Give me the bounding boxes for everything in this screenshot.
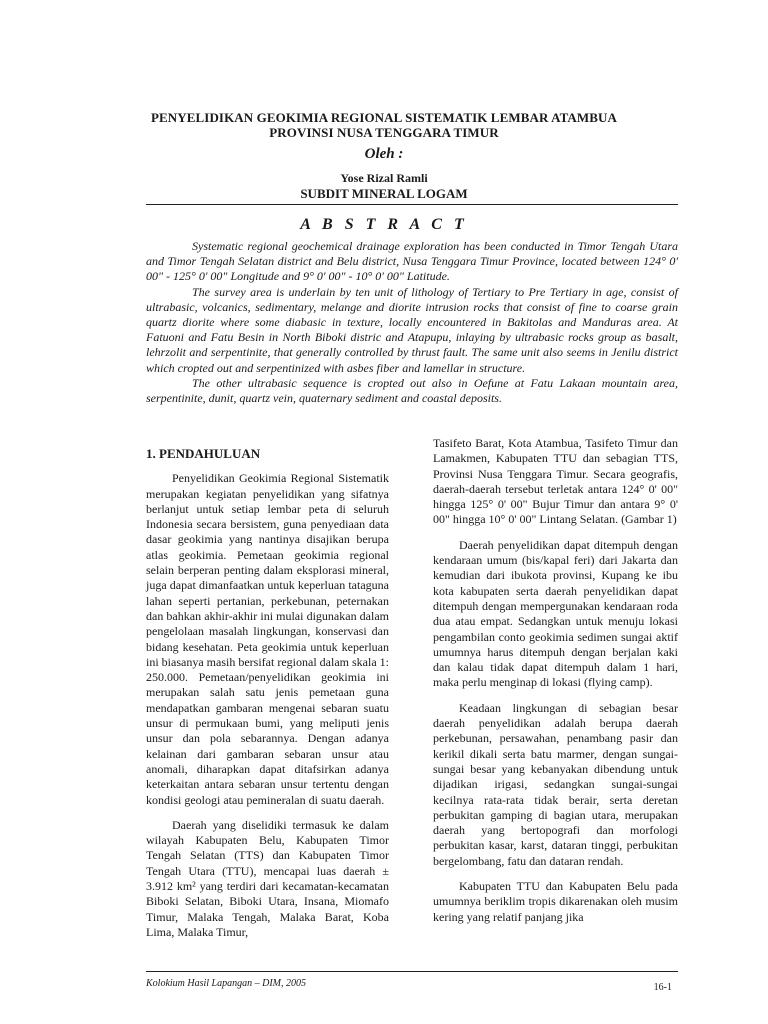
body-paragraph: Kabupaten TTU dan Kabupaten Belu pada umumnya beriklim tropis dikarenakan oleh musim kering yang relatif panjang jika: [433, 879, 678, 924]
abstract-body: [146, 239, 678, 406]
body-paragraph: Daerah yang diselidiki termasuk ke dalam wilayah Kabupaten Belu, Kabupaten Timor Tengah Selatan (TTS) dan Kabupaten Timor Tengah Utara (TTU), mencapai luas daerah ± 3.912 km² yang terdiri dari kecamatan-kecamatan Biboki Selatan, Biboki Utara, Insana, Miomafo Timur, Malaka Tengah, Malaka Barat, Koba Lima, Malaka Timur,: [146, 817, 389, 939]
paper-title-line-1: PENYELIDIKAN GEOKIMIA REGIONAL SISTEMATIK LEMBAR ATAMBUA: [150, 110, 618, 125]
author-name: Yose Rizal Ramli: [340, 171, 428, 185]
abstract-paragraph: The other ultrabasic sequence is cropted out also in Oefune at Fatu Lakaan mountain area, serpentinite, dunit, quartz vein, quaternary sediment and coastal deposits.: [146, 375, 678, 406]
by-label: Oleh :: [364, 146, 404, 162]
left-column: [146, 446, 389, 950]
right-column: [433, 436, 678, 935]
body-paragraph: Penyelidikan Geokimia Regional Sistematik merupakan kegiatan penyelidikan yang sifatnya berlanjut untuk setiap lembar peta di seluruh Indonesia secara bersistem, guna penyediaan data dasar geokimia yang nantinya disajikan berupa atlas geokimia. Pemetaan geokimia regional selain berperan penting dalam eksplorasi mineral, juga dapat dimanfaatkan untuk keperluan tataguna lahan seperti pertanian, perkebunan, peternakan dan bahkan akhir-akhir ini mulai digunakan dalam pengelolaan masalah lingkungan, konservasi dan bidang kesehatan. Peta geokimia untuk keperluan ini biasanya masih bersifat regional dalam skala 1: 250.000. Pemetaan/penyelidikan geokimia ini merupakan salah satu jenis pemetaan guna mendapatkan gambaran mengenai sebaran suatu unsur di permukaan bumi, yang meliputi jenis unsur dan pola sebarannya. Dengan adanya kelainan dari gambaran sebaran unsur atau anomali, diharapkan dapat ditafsirkan adanya keterkaitan antara sebaran unsur tertentu dengan kondisi geologi atau pemineralan di suatu daerah.: [146, 471, 389, 807]
footer-source: Kolokium Hasil Lapangan – DIM, 2005: [146, 978, 306, 989]
abstract-paragraph: Systematic regional geochemical drainage exploration has been conducted in Timor Tengah Utara and Timor Tengah Selatan district and Belu district, Nusa Tenggara Timur Province, located between 124° 0' 00" - 125° 0' 00" Longitude and 9° 0' 00" - 10° 0' 00" Latitude.: [146, 239, 678, 284]
body-paragraph: Tasifeto Barat, Kota Atambua, Tasifeto Timur dan Lamakmen, Kabupaten TTU dan sebagian TTS, Provinsi Nusa Tenggara Timur. Secara geografis, daerah-daerah tersebut terletak antara 124° 0' 00" hingga 125° 0' 00" Bujur Timur dan antara 9° 0' 00" hingga 10° 0' 00" Lintang Selatan. (Gambar 1): [433, 436, 678, 527]
body-paragraph: Keadaan lingkungan di sebagian besar daerah penyelidikan adalah berupa daerah perkebunan, persawahan, penambang pasir dan kerikil dikali serta batu marmer, dengan sungai-sungai besar yang kebanyakan dibendung untuk dijadikan irigasi, sedangkan sungai-sungai kecilnya rata-rata tidak berair, serta deretan perbukitan gamping di bagian utara, merupakan daerah yang bertopografi dan morfologi perbukitan kasar, karst, dataran tinggi, perbukitan bergelombang, fatu dan dataran rendah.: [433, 700, 678, 868]
department: SUBDIT MINERAL LOGAM: [300, 186, 468, 201]
section-heading: 1. PENDAHULUAN: [146, 446, 261, 461]
paper-title-line-2: PROVINSI NUSA TENGGARA TIMUR: [269, 125, 499, 140]
abstract-heading: A B S T R A C T: [300, 216, 468, 233]
page-number: 16-1: [653, 982, 672, 993]
footer-divider: [146, 971, 678, 972]
abstract-paragraph: The survey area is underlain by ten unit of lithology of Tertiary to Pre Tertiary in age, consist of ultrabasic, volcanics, sedimentary, melange and diorite intrusion rocks that consist of fine to coarse grain quartz diorite where some diabasic in texture, locally encountered in Bakitolas and Manduras area. At Fatuoni and Fatu Besin in North Biboki distric and Atapupu, inlaying by ultrabasic rocks group as basalt, lehrzolit and serpentinite, that generally controlled by thrust fault. The same unit also seems in Jenilu district which cropted out and serpentinized with asbes fiber and lamellar in structure.: [146, 284, 678, 375]
header-divider: [146, 204, 678, 205]
body-paragraph: Daerah penyelidikan dapat ditempuh dengan kendaraan umum (bis/kapal feri) dari Jakarta dan kemudian dari ibukota provinsi, Kupang ke ibu kota kabupaten serta daerah penyelidikan dapat ditempuh dengan mempergunakan kendaraan roda dua atau empat. Sedangkan untuk menuju lokasi pengambilan conto geokimia sedimen sungai aktif umumnya harus ditempuh dengan berjalan kaki dan kalau tidak dapat ditempuh dalam 1 hari, maka perlu menginap di lokasi (flying camp).: [433, 537, 678, 690]
